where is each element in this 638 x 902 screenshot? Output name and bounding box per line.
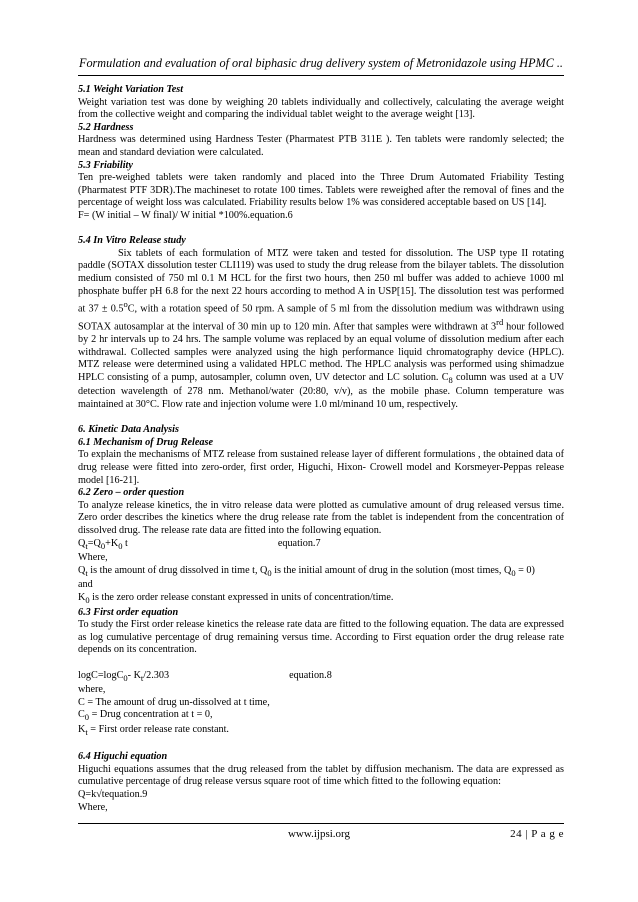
definition-c: C = The amount of drug un-dissolved at t time, bbox=[78, 696, 270, 708]
heading-mechanism-of-release: 6.1 Mechanism of Drug Release bbox=[78, 436, 213, 448]
running-header: Formulation and evaluation of oral biphasic drug delivery system of Metronidazole using HPMC .. bbox=[79, 56, 563, 70]
footer-website: www.ijpsi.org bbox=[287, 828, 351, 840]
equation-7: $Q_t=Q_0+K_0$ t equation.7 bbox=[78, 537, 321, 551]
heading-zero-order: 6.2 Zero – order question bbox=[78, 487, 185, 499]
where-label: Where, bbox=[78, 552, 108, 564]
paragraph-zero-order: To analyze release kinetics, the in vitro release data were plotted as cumulative amount of drug released versus time. Zero order describes the kinetics where the drug release rate from the tablet is independent from the concentration of dissolved drug. The release rate data are fitted into the following equation. bbox=[78, 499, 564, 536]
heading-friability: 5.3 Friability bbox=[78, 159, 133, 171]
paragraph-weight-variation: Weight variation test was done by weighing 20 tablets individually and collectively, calculating the average weight from the collective weight and comparing the individual tablet weight to the average weight [13]. bbox=[78, 96, 564, 121]
spacer bbox=[78, 657, 564, 670]
paragraph-in-vitro-release: Six tablets of each formulation of MTZ were taken and tested for dissolution. The USP type II rotating paddle (SOTAX dissolution tester CLI119) was used to study the drug release from the bilayer tablets. The dissolution medium consisted of 750 ml 0.1 M HCL for the first two hours, then 250 ml buffer was added to achieve 1000 ml phosphate buffer pH 6.8 for the next 22 hours according to method A in USP[15]. The dissolution test was performed at $37 \pm 0.5^oC$, with a rotation speed of 50 rpm. A sample of 5 ml from the dissolution medium was withdrawn using SOTAX autosamplar at the interval of 30 min up to 120 min. After that samples were withdrawn at 3rd hour followed by 2 hr intervals up to 24 hrs. The sample volume was replaced by an equal volume of dissolution medium after each withdrawal. Collected samples were analyzed using the high performance liquid chromatography device (HPLC). MTZ release were determined using a validated HPLC method. The HPLC analysis was performed using shimadzue HPLC consisting of a pump, autosampler, column oven, UV detector and LC solution. $C_8$ column was used at a UV detection wavelength of 278 nm. Methanol/water (20:80, v/v), as the mobile phase. Column temperature was maintained at 30°C. Flow rate and injection volume were 1.0 ml/minand 10 um, respectively. bbox=[78, 247, 564, 411]
heading-hardness: 5.2 Hardness bbox=[78, 121, 134, 133]
definition-qt: $Q_t$ is the amount of drug dissolved in time t, $Q_0$ is the initial amount of drug in the solution (most times, $Q_0 = 0$) bbox=[78, 564, 535, 578]
heading-higuchi: 6.4 Higuchi equation bbox=[78, 751, 168, 763]
equation-6: F= (W initial – W final)/ W initial *100%.equation.6 bbox=[78, 209, 293, 221]
paragraph-higuchi: Higuchi equations assumes that the drug released from the tablet by diffusion mechanism. The data are expressed as cumulative percentage of drug release versus square root of time which fitted to the following equation: bbox=[78, 763, 564, 788]
equation-9: Q=k√tequation.9 bbox=[78, 789, 148, 801]
heading-first-order: 6.3 First order equation bbox=[78, 606, 179, 618]
paragraph-first-order: To study the First order release kinetics the release rate data are fitted to the following equation. The data are expressed as log cumulative percentage of drug remaining versus time. According to First equation order the drug release rate depends on its concentration. bbox=[78, 619, 564, 656]
header-divider bbox=[78, 75, 564, 76]
where-label: Where, bbox=[78, 801, 108, 813]
spacer bbox=[78, 739, 564, 752]
article-body bbox=[78, 84, 564, 814]
and-label: and bbox=[78, 579, 93, 591]
equation-8: logC=logC$_0$- $K_t/2.303$ equation.8 bbox=[78, 669, 332, 683]
definition-kt: $K_t$ = First order release rate constant. bbox=[78, 724, 229, 738]
definition-c0: $C_0$ = Drug concentration at t = 0, bbox=[78, 709, 213, 723]
paragraph-mechanism-of-release: To explain the mechanisms of MTZ release from sustained release layer of different formulations , the obtained data of drug release were fitted into zero-order, first order, Higuchi, Hixon- Crowell model and Korsmeyer-Peppas release model [16-21]. bbox=[78, 449, 564, 486]
heading-weight-variation: 5.1 Weight Variation Test bbox=[78, 84, 184, 95]
footer-divider bbox=[78, 823, 564, 824]
where-label: where, bbox=[78, 684, 106, 696]
paragraph-hardness: Hardness was determined using Hardness Tester (Pharmatest PTB 311E ). Ten tablets were randomly selected; the mean and standard deviation were calculated. bbox=[78, 134, 564, 158]
heading-in-vitro-release: 5.4 In Vitro Release study bbox=[78, 235, 186, 247]
definition-k0: $K_0$ is the zero order release constant expressed in units of concentration/time. bbox=[78, 592, 394, 606]
paragraph-friability: Ten pre-weighed tablets were taken randomly and placed into the Three Drum Automated Friability Testing (Pharmatest PTF 3DR).The machineset to rotate 100 times. Tablets were reweighed after the removal of fines and the percentage of weight loss was calculated. Friability results below 1% was considered acceptable based on US [14]. bbox=[78, 172, 564, 209]
heading-kinetic-data-analysis: 6. Kinetic Data Analysis bbox=[78, 424, 179, 436]
page-number: 24 | P a g e bbox=[510, 828, 564, 840]
spacer bbox=[78, 223, 564, 236]
spacer bbox=[78, 412, 564, 425]
